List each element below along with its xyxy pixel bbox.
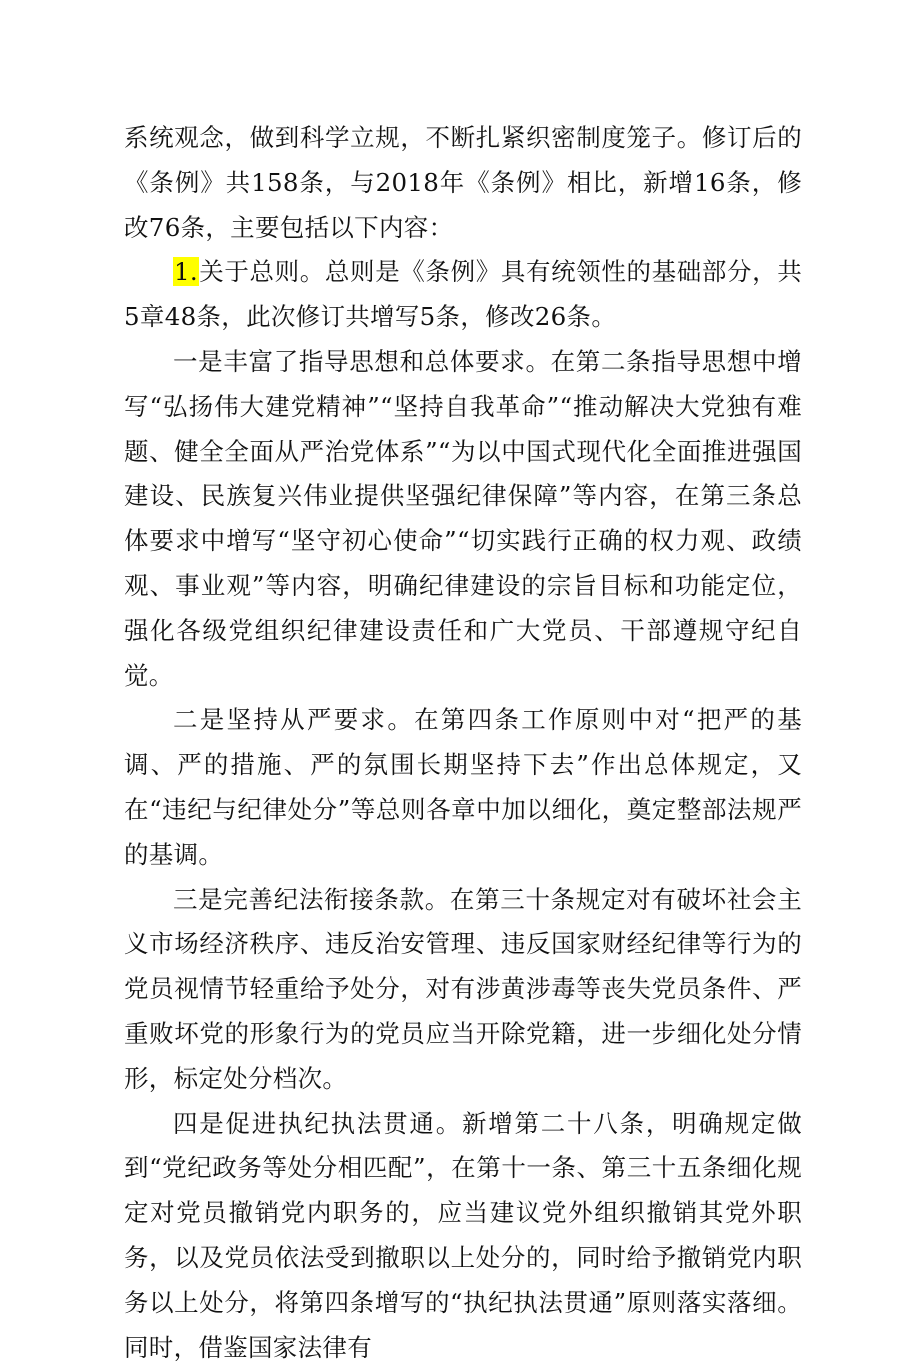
- paragraph-point-four: 四是促进执纪执法贯通。新增第二十八条，明确规定做到“党纪政务等处分相匹配”，在第十一条、第三十五条细化规定对党员撤销党内职务的，应当建议党外组织撤销其党外职务，以及党员依法受到撤职以上处分的，同时给予撤销党内职务以上处分，将第四条增写的“执纪执法贯通”原则落实落细。同时，借鉴国家法律有: [124, 1108, 802, 1362]
- document-body: [124, 116, 802, 1370]
- paragraph-general-principles: [124, 250, 802, 340]
- paragraph-point-three: 三是完善纪法衔接条款。在第三十条规定对有破坏社会主义市场经济秩序、违反治安管理、违反国家财经纪律等行为的党员视情节轻重给予处分，对有涉黄涉毒等丧失党员条件、严重败坏党的形象行为的党员应当开除党籍，进一步细化处分情形，标定处分档次。: [124, 884, 802, 1093]
- paragraph-point-one: 一是丰富了指导思想和总体要求。在第二条指导思想中增写“弘扬伟大建党精神”“坚持自我革命”“推动解决大党独有难题、健全全面从严治党体系”“为以中国式现代化全面推进强国建设、民族复兴伟业提供坚强纪律保障”等内容，在第三条总体要求中增写“坚守初心使命”“切实践行正确的权力观、政绩观、事业观”等内容，明确纪律建设的宗旨目标和功能定位，强化各级党组织纪律建设责任和广大党员、干部遵规守纪自觉。: [124, 346, 802, 690]
- paragraph-point-two: 二是坚持从严要求。在第四条工作原则中对“把严的基调、严的措施、严的氛围长期坚持下去”作出总体规定，又在“违纪与纪律处分”等总则各章中加以细化，奠定整部法规严的基调。: [124, 705, 802, 869]
- highlighted-number: 1.: [174, 257, 198, 287]
- paragraph-intro: 系统观念，做到科学立规，不断扎紧织密制度笼子。修订后的《条例》共158条，与2018年《条例》相比，新增16条，修改76条，主要包括以下内容：: [124, 123, 802, 242]
- paragraph-text: 关于总则。总则是《条例》具有统领性的基础部分，共5章48条，此次修订共增写5条，修改26条。: [124, 257, 802, 332]
